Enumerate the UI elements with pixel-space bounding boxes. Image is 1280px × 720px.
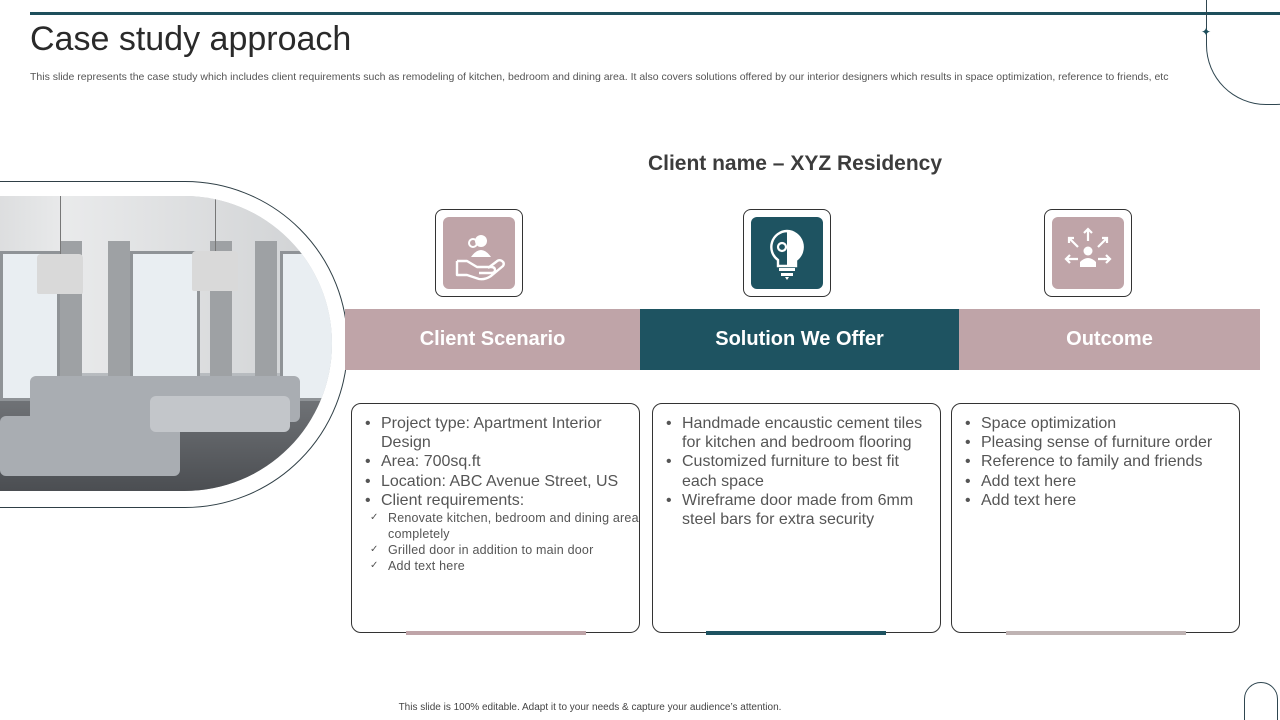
list-item: • Area: 700sq.ft xyxy=(364,452,629,471)
card-accent-bar xyxy=(1006,631,1186,635)
person-arrows-icon xyxy=(1052,217,1124,289)
list-item: • Pleasing sense of furniture order xyxy=(964,433,1229,452)
list-item: • Space optimization xyxy=(964,414,1229,433)
hand-holding-person-icon xyxy=(443,217,515,289)
slide-subtitle: This slide represents the case study which includes client requirements such as remodeling of kitchen, bedroom and dining area. It also covers solutions offered by our interior designers which results in space optimization, reference to friends, etc xyxy=(30,71,1169,83)
list-item: • Customized furniture to best fit each space xyxy=(665,452,930,490)
list-item: • Add text here xyxy=(964,472,1229,491)
sub-list-item: ✓ Renovate kitchen, bedroom and dining area completely xyxy=(370,510,639,542)
lightbulb-gear-icon xyxy=(751,217,823,289)
list-item: • Handmade encaustic cement tiles for kitchen and bedroom flooring xyxy=(665,414,930,452)
sparkle-icon: ✦ xyxy=(1200,25,1212,39)
solution-icon-box xyxy=(743,209,831,297)
column-header-solution: Solution We Offer xyxy=(640,309,959,370)
living-room-photo xyxy=(0,196,332,491)
header-band xyxy=(345,309,1260,370)
column-header-outcome: Outcome xyxy=(959,309,1260,370)
outcome-icon-box xyxy=(1044,209,1132,297)
card-accent-bar xyxy=(406,631,586,635)
client-scenario-icon-box xyxy=(435,209,523,297)
sub-list-item: ✓ Grilled door in addition to main door xyxy=(370,542,639,558)
list-item: • Project type: Apartment Interior Design xyxy=(364,414,629,452)
decorative-arc-bottom xyxy=(1244,682,1278,720)
list-item: • Location: ABC Avenue Street, US xyxy=(364,472,629,491)
sub-list-item: ✓ Add text here xyxy=(370,558,639,574)
client-name-heading: Client name – XYZ Residency xyxy=(647,152,943,175)
list-item: • Client requirements: xyxy=(364,491,629,510)
client-scenario-card xyxy=(351,403,640,633)
list-item: • Wireframe door made from 6mm steel bars for extra security xyxy=(665,491,930,529)
list-item: • Add text here xyxy=(964,491,1229,510)
column-header-client-scenario: Client Scenario xyxy=(345,309,640,370)
solution-card xyxy=(652,403,941,633)
outcome-card xyxy=(951,403,1240,633)
footer-note: This slide is 100% editable. Adapt it to your needs & capture your audience’s attention. xyxy=(398,702,782,713)
slide-title: Case study approach xyxy=(30,20,352,58)
card-accent-bar xyxy=(706,631,886,635)
top-rule xyxy=(30,12,1280,15)
decorative-arc-top xyxy=(1206,0,1280,105)
list-item: • Reference to family and friends xyxy=(964,452,1229,471)
